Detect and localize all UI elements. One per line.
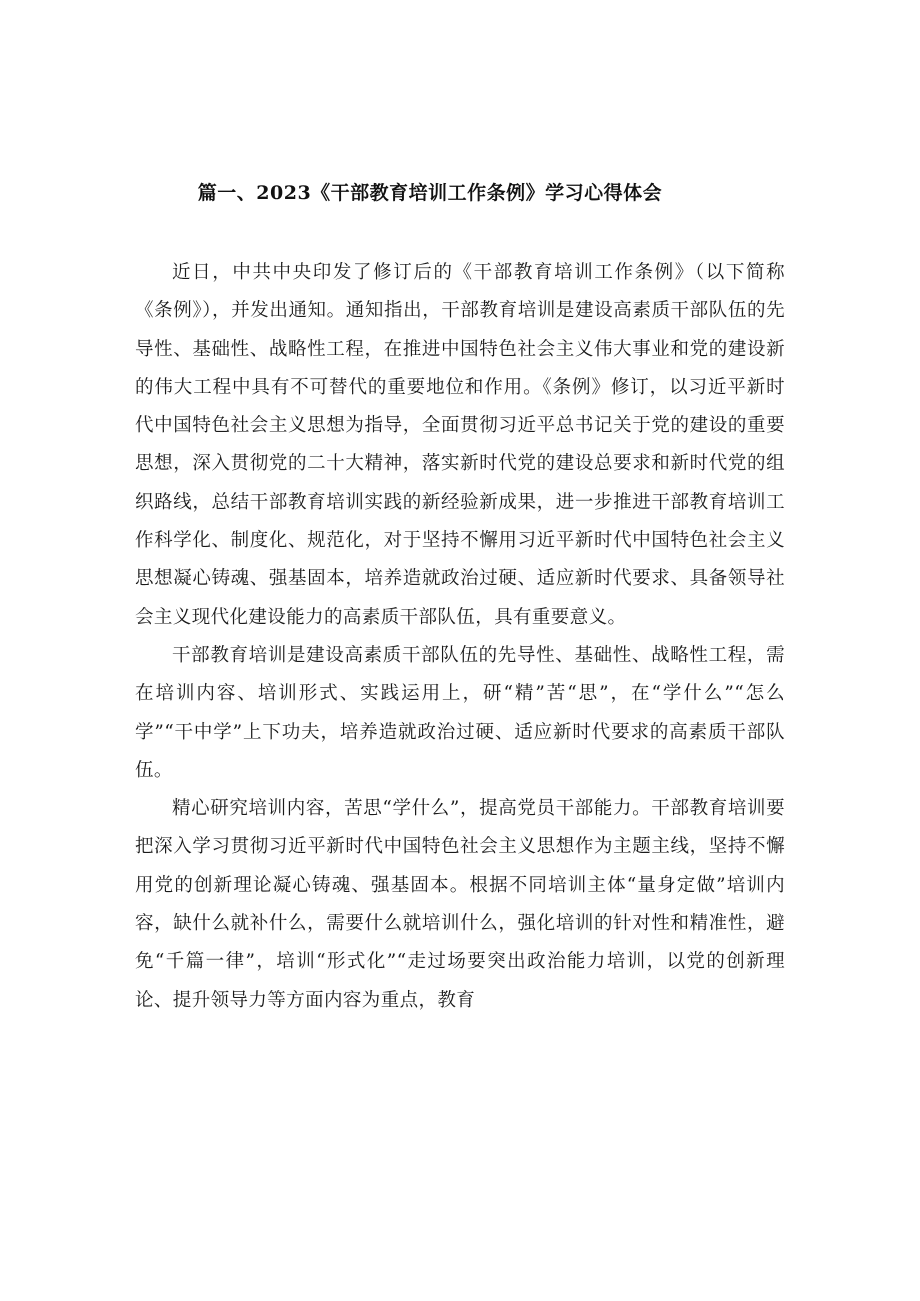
paragraph: 干部教育培训是建设高素质干部队伍的先导性、基础性、战略性工程，需在培训内容、培训形式、实践运用上，研“精”苦“思”，在“学什么”“怎么学”“干中学”上下功夫，培养造就政治过硬、适应新时代要求的高素质干部队伍。 xyxy=(135,644,785,781)
paragraph: 近日，中共中央印发了修订后的《干部教育培训工作条例》（以下简称《条例》），并发出通知。通知指出，干部教育培训是建设高素质干部队伍的先导性、基础性、战略性工程，在推进中国特色社会主义伟大事业和党的建设新的伟大工程中具有不可替代的重要地位和作用。《条例》修订，以习近平新时代中国特色社会主义思想为指导，全面贯彻习近平总书记关于党的建设的重要思想，深入贯彻党的二十大精神，落实新时代党的建设总要求和新时代党的组织路线，总结干部教育培训实践的新经验新成果，进一步推进干部教育培训工作科学化、制度化、规范化，对于坚持不懈用习近平新时代中国特色社会主义思想凝心铸魂、强基固本，培养造就政治过硬、适应新时代要求、具备领导社会主义现代化建设能力的高素质干部队伍，具有重要意义。 xyxy=(135,262,785,628)
paragraph: 精心研究培训内容，苦思“学什么”，提高党员干部能力。干部教育培训要把深入学习贯彻习近平新时代中国特色社会主义思想作为主题主线，坚持不懈用党的创新理论凝心铸魂、强基固本。根据不同培训主体“量身定做”培训内容，缺什么就补什么，需要什么就培训什么，强化培训的针对性和精准性，避免“千篇一律”，培训“形式化”“走过场要突出政治能力培训，以党的创新理论、提升领导力等方面内容为重点，教育 xyxy=(135,798,785,1011)
document-title: 篇一、2023《干部教育培训工作条例》学习心得体会 xyxy=(197,182,663,204)
document-body xyxy=(135,254,785,1020)
